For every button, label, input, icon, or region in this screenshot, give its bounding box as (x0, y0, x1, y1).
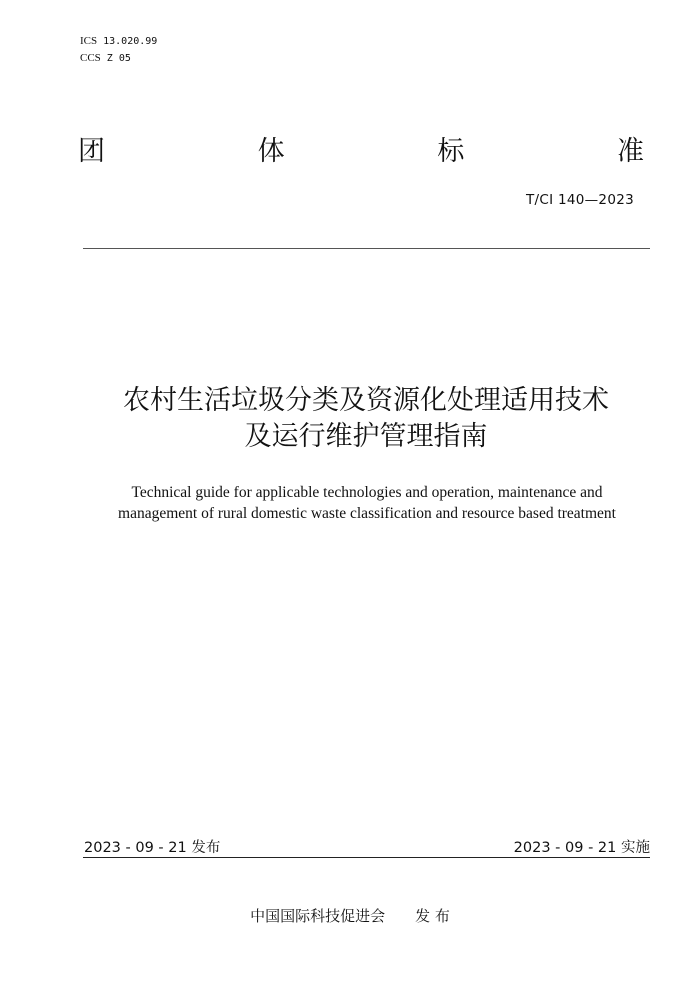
chinese-title-line-2: 及运行维护管理指南 (244, 421, 488, 452)
ics-label: ICS (80, 35, 98, 47)
classification-codes (80, 33, 157, 67)
standard-type-char: 体 (257, 136, 285, 167)
english-title (60, 482, 674, 524)
publisher-org: 中国国际科技促进会 (250, 907, 386, 925)
publisher-action: 发 布 (415, 907, 450, 925)
standard-type-char: 标 (437, 136, 465, 167)
chinese-title (40, 383, 692, 455)
ccs-label: CCS (80, 52, 101, 64)
ics-value: 13.020.99 (103, 36, 158, 47)
ccs-line (80, 50, 157, 67)
standard-type-char: 团 (78, 136, 105, 167)
english-title-line-1: Technical guide for applicable technologies and operation, maintenance and (131, 484, 603, 501)
issue-date: 2023 - 09 - 21 发布 (84, 840, 221, 856)
standard-number: T/CI 140—2023 (525, 192, 634, 208)
english-title-line-2: management of rural domestic waste classification and resource based treatment (118, 505, 616, 522)
implementation-date: 2023 - 09 - 21 实施 (513, 840, 650, 856)
standard-type-char: 准 (616, 136, 644, 167)
top-divider (83, 248, 650, 249)
publisher-line (0, 905, 700, 926)
standard-type-heading (78, 134, 644, 170)
chinese-title-line-1: 农村生活垃圾分类及资源化处理适用技术 (123, 385, 609, 416)
ccs-value: Z 05 (106, 53, 131, 64)
ics-line (80, 33, 157, 50)
bottom-divider (83, 857, 650, 858)
